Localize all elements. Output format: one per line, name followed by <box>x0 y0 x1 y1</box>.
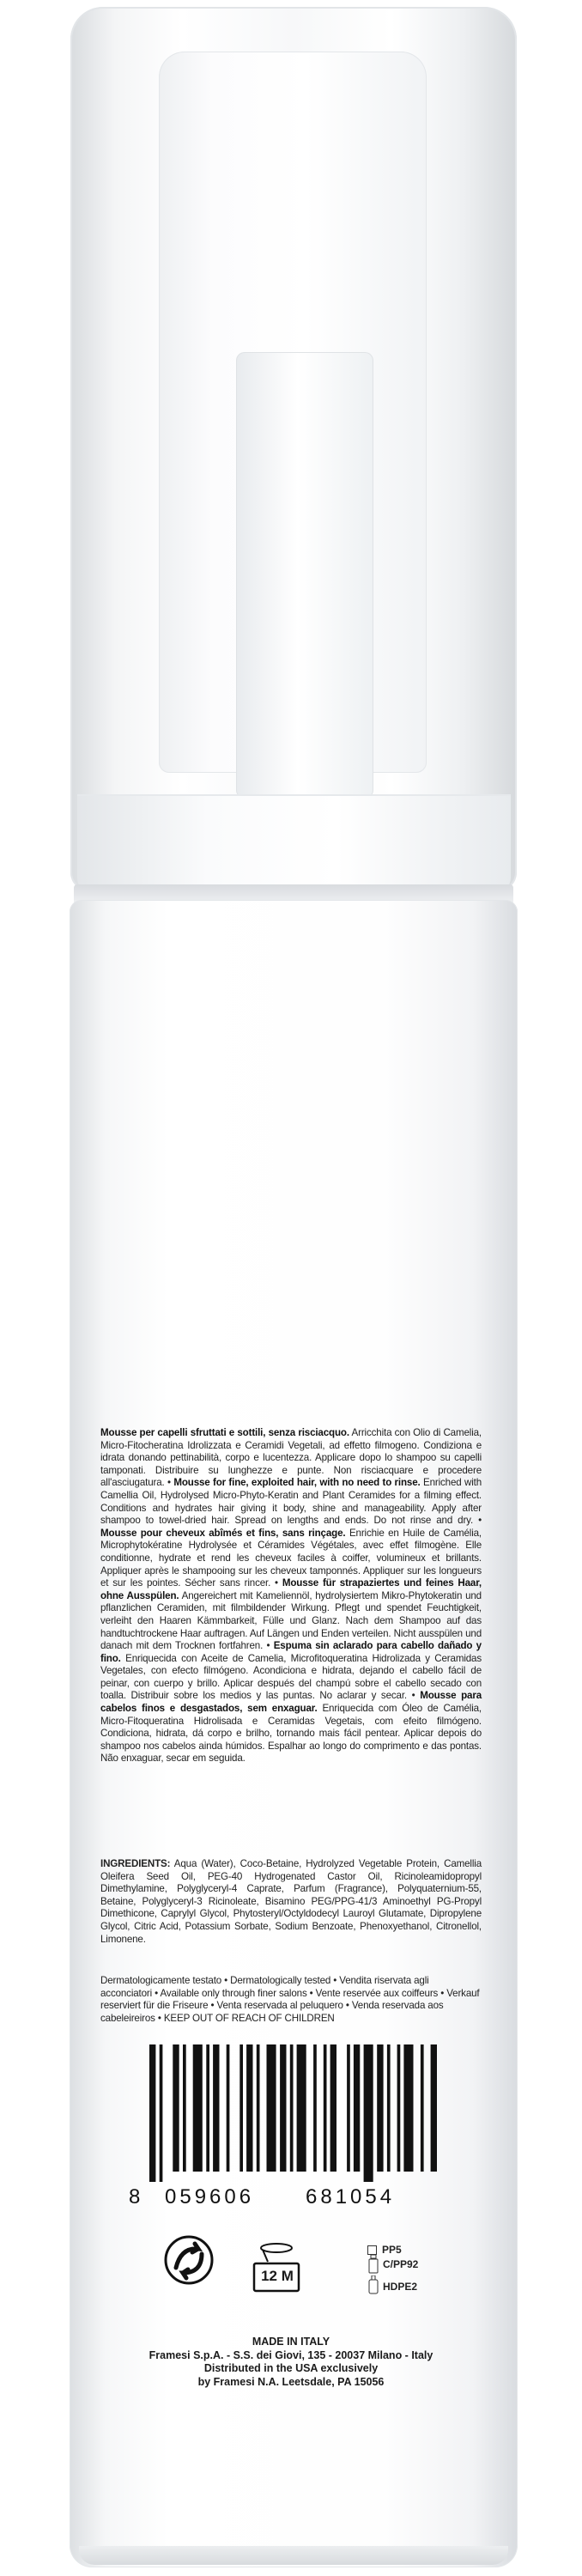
desc-de-body: Angereichert mit Kameliennöl, hydrolysiertem Mikro-Phytokeratin und pflanzlichen Ceramiden, mit filmbildender Wirkung. Pflegt und spendet Feuchtigkeit, verleiht den Haaren Kämmbarkeit, Fülle und Glanz. Nach dem Shampoo auf das handtuchtrockene Haar auftragen. Auf Längen und Enden verteilen. Nicht ausspülen und danach mit dem Trocknen fortfahren. • <box>100 1589 482 1652</box>
barcode-bar <box>206 2044 209 2172</box>
warnings-text: Dermatologicamente testato • Dermatologically tested • Vendita riservata agli acconciatori • Available only through finer salons • Vente reservée aux coiffeurs • Verkauf reserviert für die Friseure • Venta reservada al peluquero • Venda reservada aos cabeleireiros • KEEP OUT OF REACH OF CHILDREN <box>100 1975 480 2024</box>
company-address: Framesi S.p.A. - S.S. dei Giovi, 135 - 20037 Milano - Italy <box>149 2348 433 2361</box>
distributor-address: by Framesi N.A. Leetsdale, PA 15056 <box>197 2375 385 2388</box>
barcode-bar <box>403 2044 413 2172</box>
desc-fr-title: Mousse pour cheveux abîmés et fins, sans rinçage. <box>100 1527 346 1539</box>
desc-it-title: Mousse per capelli sfruttati e sottili, senza risciacquo. <box>100 1427 349 1438</box>
desc-de-title: Mousse für strapaziertes und feines Haar, ohne Ausspülen. <box>100 1577 482 1601</box>
material-pp5 <box>367 2244 402 2256</box>
bottle-small-icon <box>367 2275 379 2294</box>
barcode-bar <box>297 2044 306 2172</box>
recycle-icon <box>164 2235 214 2285</box>
ingredients-text: Aqua (Water), Coco-Betaine, Hydrolyzed Vegetable Protein, Camellia Oleifera Seed Oil, PEG-40 Hydrogenated Castor Oil, Ricinoleamidopropyl Dimethylamine, Polyglyceryl-4 Caprate, Parfum (Fragrance), Polyquaternium-55, Betaine, Polyglyceryl-3 Ricinoleate, Bisamino PEG/PPG-41/3 Aminoethyl PG-Propyl Dimethicone, Caprylyl Glycol, Phytosteryl/Octyldodecyl Lauroyl Glutamate, Dipropylene Glycol, Citric Acid, Potassium Sorbate, Sodium Benzoate, Phenoxyethanol, Citronellol, Limonene. <box>100 1858 482 1945</box>
barcode-bar <box>431 2044 437 2172</box>
desc-es-title: Espuma sin aclarado para cabello dañado y fino. <box>100 1640 482 1664</box>
barcode-bar <box>347 2044 350 2172</box>
barcode-left-group: 059606 <box>165 2185 255 2208</box>
pump-icon <box>367 2255 379 2274</box>
desc-pt-title: Mousse para cabelos finos e desgastados, sem enxaguar. <box>100 1690 482 1715</box>
ingredients-label: INGREDIENTS: <box>100 1858 171 1869</box>
barcode-bar <box>280 2044 286 2172</box>
barcode-bar <box>267 2044 276 2172</box>
desc-fr-body: Enrichie en Huile de Camélia, Microphytokératine Hydrolysée et Céramides Végétales, avec effet filmogène. Elle conditionne, hydrate et rend les cheveux faciles à coiffer, volumineux et brillants. Appliquer après le shampooing sur les cheveux tamponnés. Appliquer sur les longueurs et sur les pointes. Sécher sans rincer. • <box>100 1527 482 1589</box>
barcode-bar <box>257 2044 260 2172</box>
desc-pt-body: Enriquecida com Óleo de Camélia, Micro-Fitoqueratina Hidrolisada e Ceramidas Vegetais, com efeito filmógeno. Condiciona, hidrata, dá corpo e brilho, tornando mais fácil pentear. Aplicar depois do shampoo nos cabelos ainda húmidos. Espalhar ao longo do comprimento e das pontas. Não enxaguar, secar em seguida. <box>100 1703 482 1765</box>
cap-ring <box>77 794 511 895</box>
desc-es-body: Enriquecida con Aceite de Camelia, Microfitoqueratina Hidrolizada y Ceramidas Vegetales, con efecto filmógeno. Acondiciona e hidrata, dejando el cabello fácil de peinar, con cuerpo y brillo. Aplicar después del champú sobre el cabello secado con toalla. Distribuir sobre los medios y las puntas. No aclarar y secar. • <box>100 1652 482 1702</box>
barcode-right-group: 681054 <box>306 2185 396 2208</box>
distributed-label: Distributed in the USA exclusively <box>203 2362 379 2375</box>
manufacturer-info <box>94 2336 488 2389</box>
barcode-bar <box>387 2044 391 2172</box>
pump-stem <box>236 352 373 799</box>
barcode-first-digit: 8 <box>129 2185 142 2208</box>
barcode-bar <box>324 2044 327 2172</box>
barcode-bar <box>290 2044 294 2172</box>
pao-label: 12 M <box>261 2268 294 2284</box>
bottle-foot <box>79 2546 508 2565</box>
barcode-bar <box>227 2044 230 2172</box>
barcode-bar <box>246 2044 252 2172</box>
desc-en-title: Mousse for fine, exploited hair, with no need to rinse. <box>173 1477 421 1489</box>
product-description <box>100 1427 482 1765</box>
barcode-bar <box>239 2044 243 2172</box>
barcode <box>146 2044 443 2182</box>
barcode-bar <box>377 2044 383 2172</box>
desc-it-body: Arricchita con Olio di Camelia, Micro-Fitocheratina Idrolizzata e Ceramidi Vegetali, ad effetto filmogeno. Condiziona e idrata donando pettinabilità, corpo e lucentezza. Applicare dopo lo shampoo su capelli tamponati. Distribuire su lunghezze e punte. Non risciacquare e procedere all'asciugatura. • <box>100 1427 482 1489</box>
barcode-bar <box>173 2044 179 2172</box>
barcode-bar <box>354 2044 360 2172</box>
barcode-bar <box>330 2044 336 2172</box>
ingredients-block <box>100 1858 482 1946</box>
barcode-bar <box>160 2044 163 2182</box>
material-hdpe2: HDPE2 <box>383 2281 418 2293</box>
barcode-bar <box>421 2044 424 2172</box>
barcode-bar <box>397 2044 401 2172</box>
square-icon <box>367 2245 377 2255</box>
barcode-bar <box>364 2044 373 2182</box>
material-pp5-label: PP5 <box>382 2244 402 2256</box>
barcode-bar <box>213 2044 219 2172</box>
made-in-label: MADE IN ITALY <box>252 2336 330 2348</box>
barcode-bar <box>313 2044 317 2172</box>
desc-en-body: Enriched with Camellia Oil, Hydrolysed Micro-Phyto-Keratin and Plant Ceramides for a filming effect. Conditions and hydrates hair giving it body, shine and manageability. Apply after shampoo to towel-dried hair. Spread on lengths and ends. Do not rinse and dry. • <box>100 1477 482 1527</box>
barcode-bar <box>193 2044 203 2172</box>
material-cpp92: C/PP92 <box>383 2258 419 2270</box>
barcode-bar <box>149 2044 155 2182</box>
barcode-bar <box>183 2044 186 2172</box>
